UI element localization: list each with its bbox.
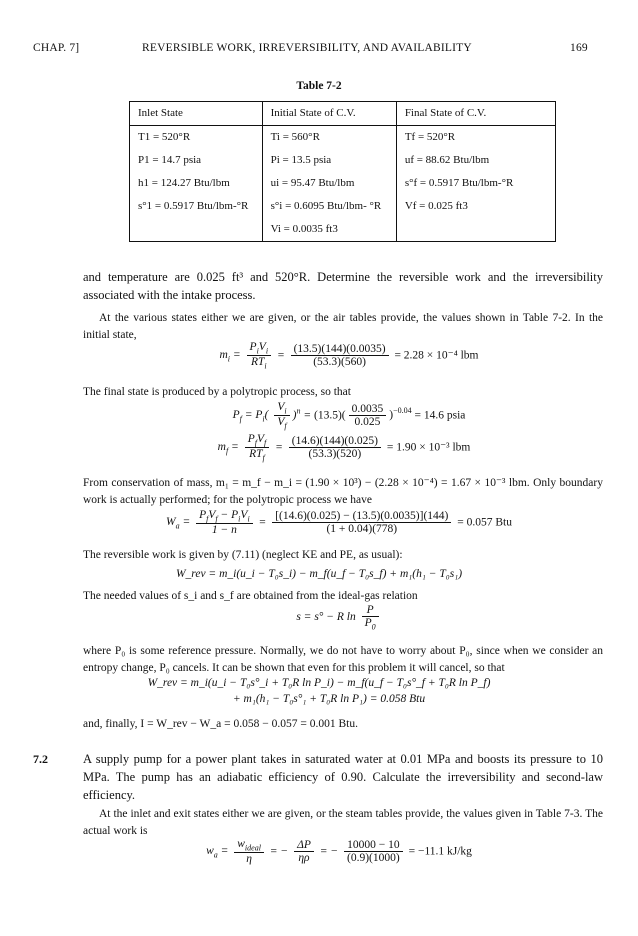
running-title: REVERSIBLE WORK, IRREVERSIBILITY, AND AVAILABILITY <box>142 42 472 54</box>
table-row <box>130 195 556 218</box>
equation-mi: $m_i$ = $\frac{P_iV_i}{RT_i}$ = $\frac{(13.5)(144)(0.0035)}{(53.3)(560)}$ = 2.28 × 10⁻⁴ lbm <box>219 341 479 371</box>
equation-result: = −11.1 kJ/kg <box>408 845 472 858</box>
table-cell: T1 = 520°R <box>138 131 191 143</box>
paragraph: The reversible work is given by (7.11) (neglect KE and PE, as usual): <box>83 549 403 561</box>
table-cell: Vi = 0.0035 ft3 <box>262 218 396 242</box>
table-cell: Tf = 520°R <box>396 126 555 150</box>
table-cell <box>130 218 263 242</box>
table-title: Table 7-2 <box>296 80 342 92</box>
table-cell: s°i = 0.6095 Btu/lbm- °R <box>262 195 396 218</box>
table-cell: Pi = 13.5 psia <box>262 149 396 172</box>
equation-wrev2-line2: + m₁(h₁ − T₀s°₁ + T₀R ln P₁) = 0.058 Btu <box>232 693 426 705</box>
paragraph: The final state is produced by a polytropic process, so that <box>83 386 351 398</box>
state-table <box>129 101 556 242</box>
equation-wrev2-line1: W_rev = m_i(u_i − T₀s°_i + T₀R ln P_i) − m_f(u_f − T₀s°_f + T₀R ln P_f) <box>147 677 491 689</box>
equation-s: s = s° − R ln $\frac{P}{P_0}$ <box>0 604 638 631</box>
equation-result: = 1.90 × 10⁻³ lbm <box>386 441 471 454</box>
equation-result: = 0.057 Btu <box>457 516 512 529</box>
table-cell: Ti = 560°R <box>262 126 396 150</box>
table-cell <box>396 218 555 242</box>
table-cell: Vf = 0.025 ft3 <box>396 195 555 218</box>
table-cell: s°f = 0.5917 Btu/lbm-°R <box>396 172 555 195</box>
table-row <box>130 126 556 150</box>
table-header-cell: Final State of C.V. <box>396 102 555 126</box>
paragraph: At the various states either we are given, or the air tables provide, the values shown in Table 7-2. In the initial state, <box>83 312 603 341</box>
table-cell: s°1 = 0.5917 Btu/lbm-°R <box>138 200 249 212</box>
paragraph: At the inlet and exit states either we are given, or the steam tables provide, the values given in Table 7-3. The actual work is <box>83 808 603 837</box>
table-row <box>130 218 556 242</box>
problem-number: 7.2 <box>33 752 48 766</box>
paragraph: and temperature are 0.025 ft³ and 520°R. Determine the reversible work and the irreversibility associated with the intake process. <box>83 270 603 302</box>
paragraph: From conservation of mass, m₁ = m_f − m_i = (1.90 × 10³) − (2.28 × 10⁻⁴) = 1.67 × 10⁻³ lbm. Only boundary work is actually performed; for the polytropic process we have <box>83 477 603 506</box>
table-row <box>130 172 556 195</box>
table-cell: ui = 95.47 Btu/lbm <box>262 172 396 195</box>
table-cell: h1 = 124.27 Btu/lbm <box>138 177 230 189</box>
chapter-label: CHAP. 7] <box>33 42 80 54</box>
equation-result: = 14.6 psia <box>414 409 466 422</box>
equation-pf: $P_f = P_i$( $\frac{V_i}{V_f}$ )$^n$ = (13.5)( $\frac{0.0035}{0.025}$ )$^{-0.04}$ = 14.6 psia <box>232 401 466 431</box>
equation-result: = 2.28 × 10⁻⁴ lbm <box>394 349 479 362</box>
paragraph: The needed values of s_i and s_f are obtained from the ideal-gas relation <box>83 590 418 602</box>
table-header-cell: Inlet State <box>130 102 263 126</box>
page-number: 169 <box>570 42 588 54</box>
table-cell: P1 = 14.7 psia <box>138 154 202 166</box>
table-row <box>130 149 556 172</box>
table-cell: uf = 88.62 Btu/lbm <box>396 149 555 172</box>
paragraph: where P₀ is some reference pressure. Normally, we do not have to worry about P₀, since when we consider an entropy change, P₀ cancels. It can be shown that even for this problem it will cancel, so that <box>83 645 603 674</box>
equation-s-lhs: s = s° − R ln <box>296 611 356 624</box>
table-header-cell: Initial State of C.V. <box>262 102 396 126</box>
equation-mf: $m_f$ = $\frac{P_fV_f}{RT_f}$ = $\frac{(14.6)(144)(0.025)}{(53.3)(520)}$ = 1.90 × 10⁻³ lbm <box>217 433 471 463</box>
equation-wrev: W_rev = m_i(u_i − T₀s_i) − m_f(u_f − T₀s_f) + m₁(h₁ − T₀s₁) <box>175 568 463 580</box>
problem-statement: A supply pump for a power plant takes in saturated water at 0.01 MPa and boosts its pressure to 10 MPa. The pump has an adiabatic efficiency of 0.90. Calculate the irreversibility and second-law efficiency. <box>83 752 603 802</box>
equation-actual-work: $w_a$ = $\frac{w_{ideal}}{\eta}$ = − $\frac{\Delta P}{\eta\rho}$ = − $\frac{10000 - 10}{(0.9)(1000)}$ = −11.1 kJ/kg <box>206 838 472 866</box>
paragraph: and, finally, I = W_rev − W_a = 0.058 − 0.057 = 0.001 Btu. <box>83 718 358 730</box>
table-header-row <box>130 102 556 126</box>
equation-wa: $W_a$ = $\frac{P_fV_f - P_iV_i}{1 - n}$ = $\frac{[(14.6)(0.025) - (13.5)(0.0035)](144)}{(1 + 0.04)(778)}$ = 0.057 Btu <box>165 509 512 537</box>
